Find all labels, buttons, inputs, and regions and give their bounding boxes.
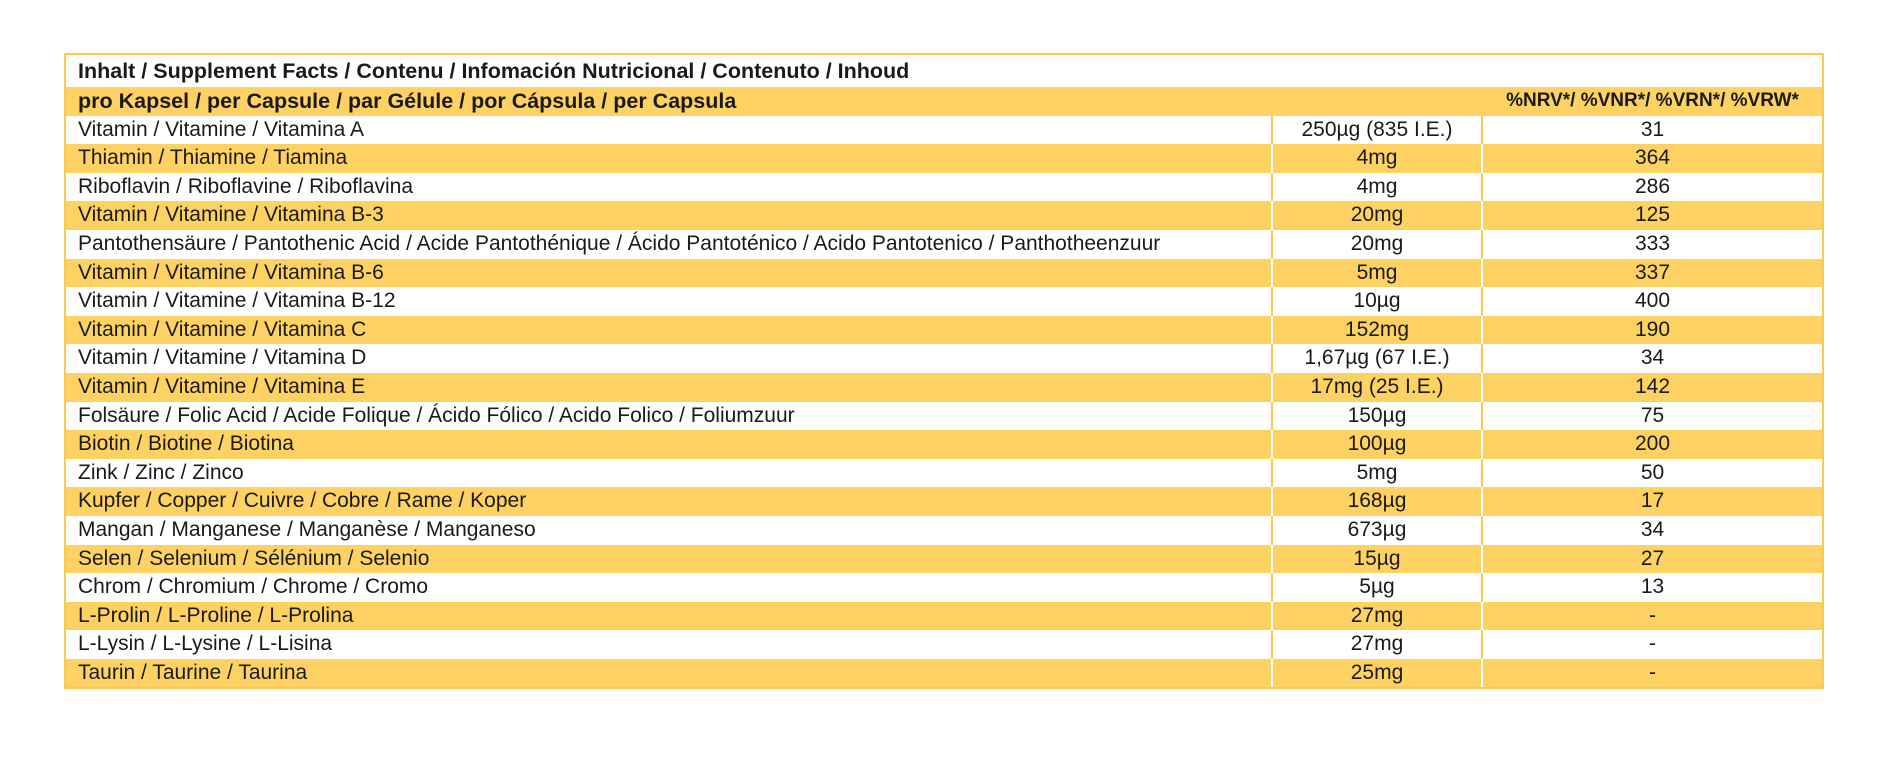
nutrient-amount: 20mg	[1273, 230, 1483, 259]
nutrient-name: Biotin / Biotine / Biotina	[66, 430, 1273, 459]
nutrient-name: Thiamin / Thiamine / Tiamina	[66, 144, 1273, 173]
nutrient-amount: 5mg	[1273, 459, 1483, 488]
nutrient-name: Vitamin / Vitamine / Vitamina B-12	[66, 287, 1273, 316]
table-row	[66, 430, 1822, 459]
nutrient-rows	[66, 116, 1822, 688]
nutrient-amount: 250µg (835 I.E.)	[1273, 116, 1483, 145]
nutrient-nrv-percent: 13	[1640, 575, 1665, 599]
nutrient-amount: 10µg	[1273, 287, 1483, 316]
nutrient-nrv-percent: 200	[1634, 432, 1671, 456]
nutrient-amount: 20mg	[1273, 201, 1483, 230]
nrv-column-header: %NRV*/ %VNR*/ %VRN*/ %VRW*	[1506, 90, 1799, 111]
nutrient-amount: 5µg	[1273, 573, 1483, 602]
nutrient-amount: 17mg (25 I.E.)	[1273, 373, 1483, 402]
nutrient-name: Vitamin / Vitamine / Vitamina D	[66, 344, 1273, 373]
table-row	[66, 402, 1822, 431]
supplement-facts-table	[64, 53, 1824, 689]
nutrient-nrv-percent: 190	[1634, 317, 1671, 341]
nutrient-name: Folsäure / Folic Acid / Acide Folique / Ácido Fólico / Acido Folico / Foliumzuur	[66, 402, 1273, 431]
nutrient-name: Vitamin / Vitamine / Vitamina A	[66, 116, 1273, 145]
nutrient-amount: 673µg	[1273, 516, 1483, 545]
nutrient-amount: 4mg	[1273, 173, 1483, 202]
table-row	[66, 573, 1822, 602]
nutrient-name: Riboflavin / Riboflavine / Riboflavina	[66, 173, 1273, 202]
table-row	[66, 259, 1822, 288]
nutrient-name: L-Lysin / L-Lysine / L-Lisina	[66, 630, 1273, 659]
nutrient-nrv-percent: 125	[1634, 203, 1671, 227]
nutrient-name: Taurin / Taurine / Taurina	[66, 659, 1273, 688]
nutrient-nrv-percent: 364	[1634, 146, 1671, 170]
table-row	[66, 630, 1822, 659]
nutrient-nrv-percent: 337	[1634, 260, 1671, 284]
nutrient-nrv-percent: 50	[1640, 460, 1665, 484]
nutrient-amount: 4mg	[1273, 144, 1483, 173]
table-row	[66, 287, 1822, 316]
nutrient-amount: 5mg	[1273, 259, 1483, 288]
nutrient-name: L-Prolin / L-Proline / L-Prolina	[66, 602, 1273, 631]
table-row	[66, 545, 1822, 574]
nutrient-name: Selen / Selenium / Sélénium / Selenio	[66, 545, 1273, 574]
table-row	[66, 173, 1822, 202]
nutrient-name: Vitamin / Vitamine / Vitamina B-6	[66, 259, 1273, 288]
serving-size-label: pro Kapsel / per Capsule / par Gélule / por Cápsula / per Capsula	[78, 89, 737, 113]
table-title: Inhalt / Supplement Facts / Contenu / Infomación Nutricional / Contenuto / Inhoud	[66, 55, 1822, 87]
nutrient-nrv-percent: 17	[1640, 489, 1665, 513]
table-row	[66, 516, 1822, 545]
nutrient-amount: 152mg	[1273, 316, 1483, 345]
table-row	[66, 602, 1822, 631]
table-row	[66, 344, 1822, 373]
nutrient-amount: 100µg	[1273, 430, 1483, 459]
table-row	[66, 659, 1822, 688]
table-row	[66, 116, 1822, 145]
nutrient-amount: 150µg	[1273, 402, 1483, 431]
nutrient-nrv-percent: 142	[1634, 374, 1671, 398]
table-row	[66, 487, 1822, 516]
nutrient-nrv-percent: 333	[1634, 231, 1671, 255]
amount-column-header	[1273, 87, 1483, 116]
nutrient-amount: 27mg	[1273, 630, 1483, 659]
nutrient-nrv-percent: 27	[1640, 546, 1665, 570]
table-row	[66, 201, 1822, 230]
nutrient-nrv-percent: 34	[1640, 517, 1665, 541]
nutrient-nrv-percent: -	[1649, 660, 1656, 684]
nutrient-nrv-percent: 400	[1634, 289, 1671, 313]
nutrient-amount: 25mg	[1273, 659, 1483, 688]
nutrient-name: Vitamin / Vitamine / Vitamina B-3	[66, 201, 1273, 230]
table-row	[66, 230, 1822, 259]
nutrient-name: Mangan / Manganese / Manganèse / Manganeso	[66, 516, 1273, 545]
table-header-row	[66, 87, 1822, 116]
nutrient-name: Vitamin / Vitamine / Vitamina C	[66, 316, 1273, 345]
nutrient-name: Pantothensäure / Pantothenic Acid / Acide Pantothénique / Ácido Pantoténico / Acido Pantotenico / Panthotheenzuur	[66, 230, 1273, 259]
nutrient-nrv-percent: 31	[1640, 117, 1665, 141]
nutrient-nrv-percent: 75	[1640, 403, 1665, 427]
nutrient-name: Vitamin / Vitamine / Vitamina E	[66, 373, 1273, 402]
table-row	[66, 459, 1822, 488]
table-row	[66, 144, 1822, 173]
nutrient-name: Chrom / Chromium / Chrome / Cromo	[66, 573, 1273, 602]
nutrient-nrv-percent: -	[1649, 632, 1656, 656]
nutrient-amount: 15µg	[1273, 545, 1483, 574]
nutrient-amount: 1,67µg (67 I.E.)	[1273, 344, 1483, 373]
nutrient-nrv-percent: 286	[1634, 174, 1671, 198]
nutrient-amount: 168µg	[1273, 487, 1483, 516]
nutrient-name: Zink / Zinc / Zinco	[66, 459, 1273, 488]
nutrient-amount: 27mg	[1273, 602, 1483, 631]
table-row	[66, 373, 1822, 402]
nutrient-nrv-percent: -	[1649, 603, 1656, 627]
table-row	[66, 316, 1822, 345]
nutrient-name: Kupfer / Copper / Cuivre / Cobre / Rame / Koper	[66, 487, 1273, 516]
nutrient-nrv-percent: 34	[1640, 346, 1665, 370]
